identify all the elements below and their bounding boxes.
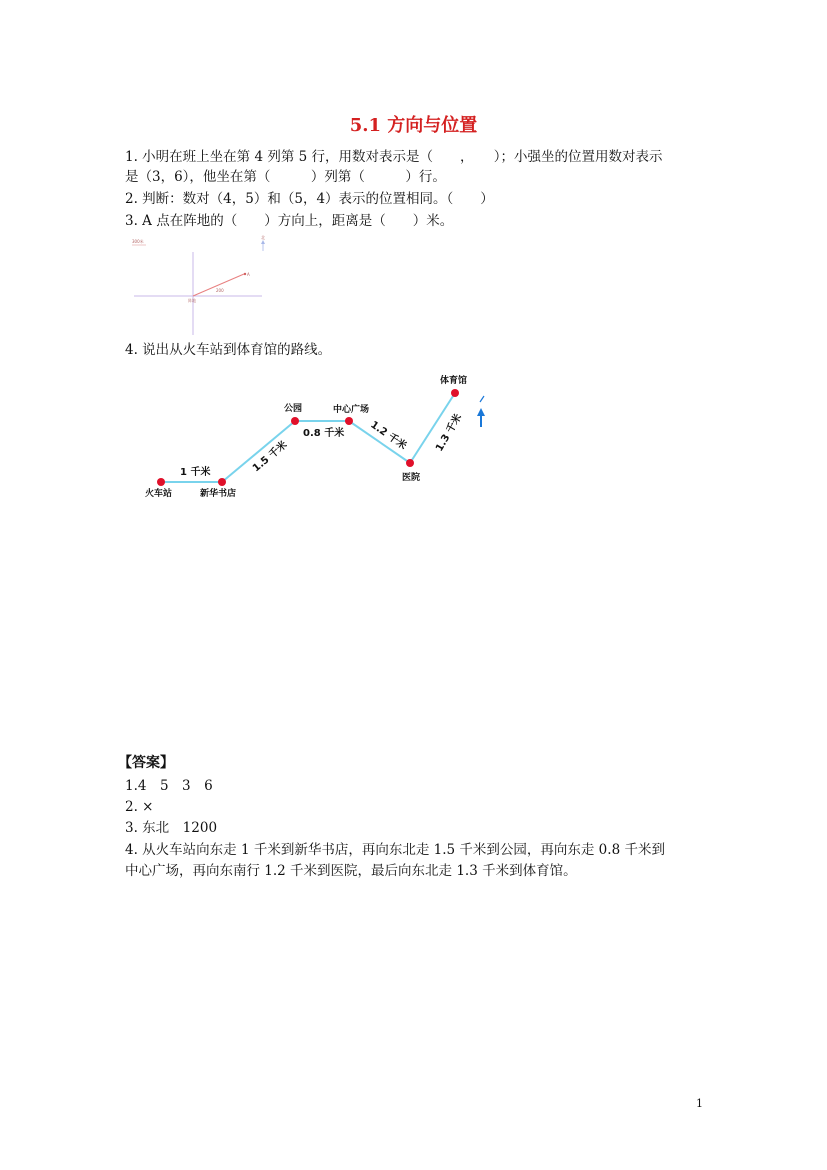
page-number: 1 [696,1097,703,1110]
page-title: 5.1 方向与位置 [349,115,478,136]
place-label-hospital: 医院 [402,473,421,483]
question-3: 3. A 点在阵地的（ ）方向上，距离是（ ）米。 [125,213,454,229]
answer-1: 1.4 5 3 6 [125,778,213,794]
place-label-center-square: 中心广场 [333,405,370,415]
origin-label: 阵地 [188,298,196,303]
answer-heading: 【答案】 [118,755,174,771]
north-marker-icon [480,396,484,402]
scale-label: 300米 [132,239,144,244]
question-1-line-2: 是（3，6），他坐在第（ ）列第（ ）行。 [125,169,446,185]
distance-label-2: 1.5 千米 [250,439,290,475]
distance-label-1: 1 千米 [180,467,211,478]
place-label-park: 公园 [284,404,303,414]
answer-2: 2. × [125,799,154,815]
question-2: 2. 判断：数对（4，5）和（5，4）表示的位置相同。（ ） [125,191,494,207]
place-label-stadium: 体育馆 [440,376,468,386]
point-park [291,417,299,425]
place-label-bookstore: 新华书店 [200,489,237,499]
point-a-label: A [247,272,250,277]
question-1-line-1: 1. 小明在班上坐在第 4 列第 5 行，用数对表示是（ ， ）；小强坐的位置用数对表示 [125,149,663,165]
distance-label-5: 1.3 千米 [434,412,465,454]
distance-label-4: 1.2 千米 [368,419,409,453]
point-hospital [406,459,414,467]
point-center-square [345,417,353,425]
answer-4-line-1: 4. 从火车站向东走 1 千米到新华书店，再向东北走 1.5 千米到公园，再向东走 0.8 千米到 [125,842,665,858]
answer-4-line-2: 中心广场，再向东南行 1.2 千米到医院，最后向东北走 1.3 千米到体育馆。 [125,863,577,879]
north-label: 北 [261,235,265,240]
question-4: 4. 说出从火车站到体育馆的路线。 [125,342,332,358]
point-bookstore [218,478,226,486]
answer-3: 3. 东北 1200 [125,820,218,836]
distance-label: 200 [216,288,224,293]
point-stadium [451,389,459,397]
north-arrowhead-icon [477,408,485,416]
place-label-train-station: 火车站 [145,489,173,499]
distance-label-3: 0.8 千米 [303,428,345,439]
point-train-station [157,478,165,486]
route-map [0,0,827,520]
